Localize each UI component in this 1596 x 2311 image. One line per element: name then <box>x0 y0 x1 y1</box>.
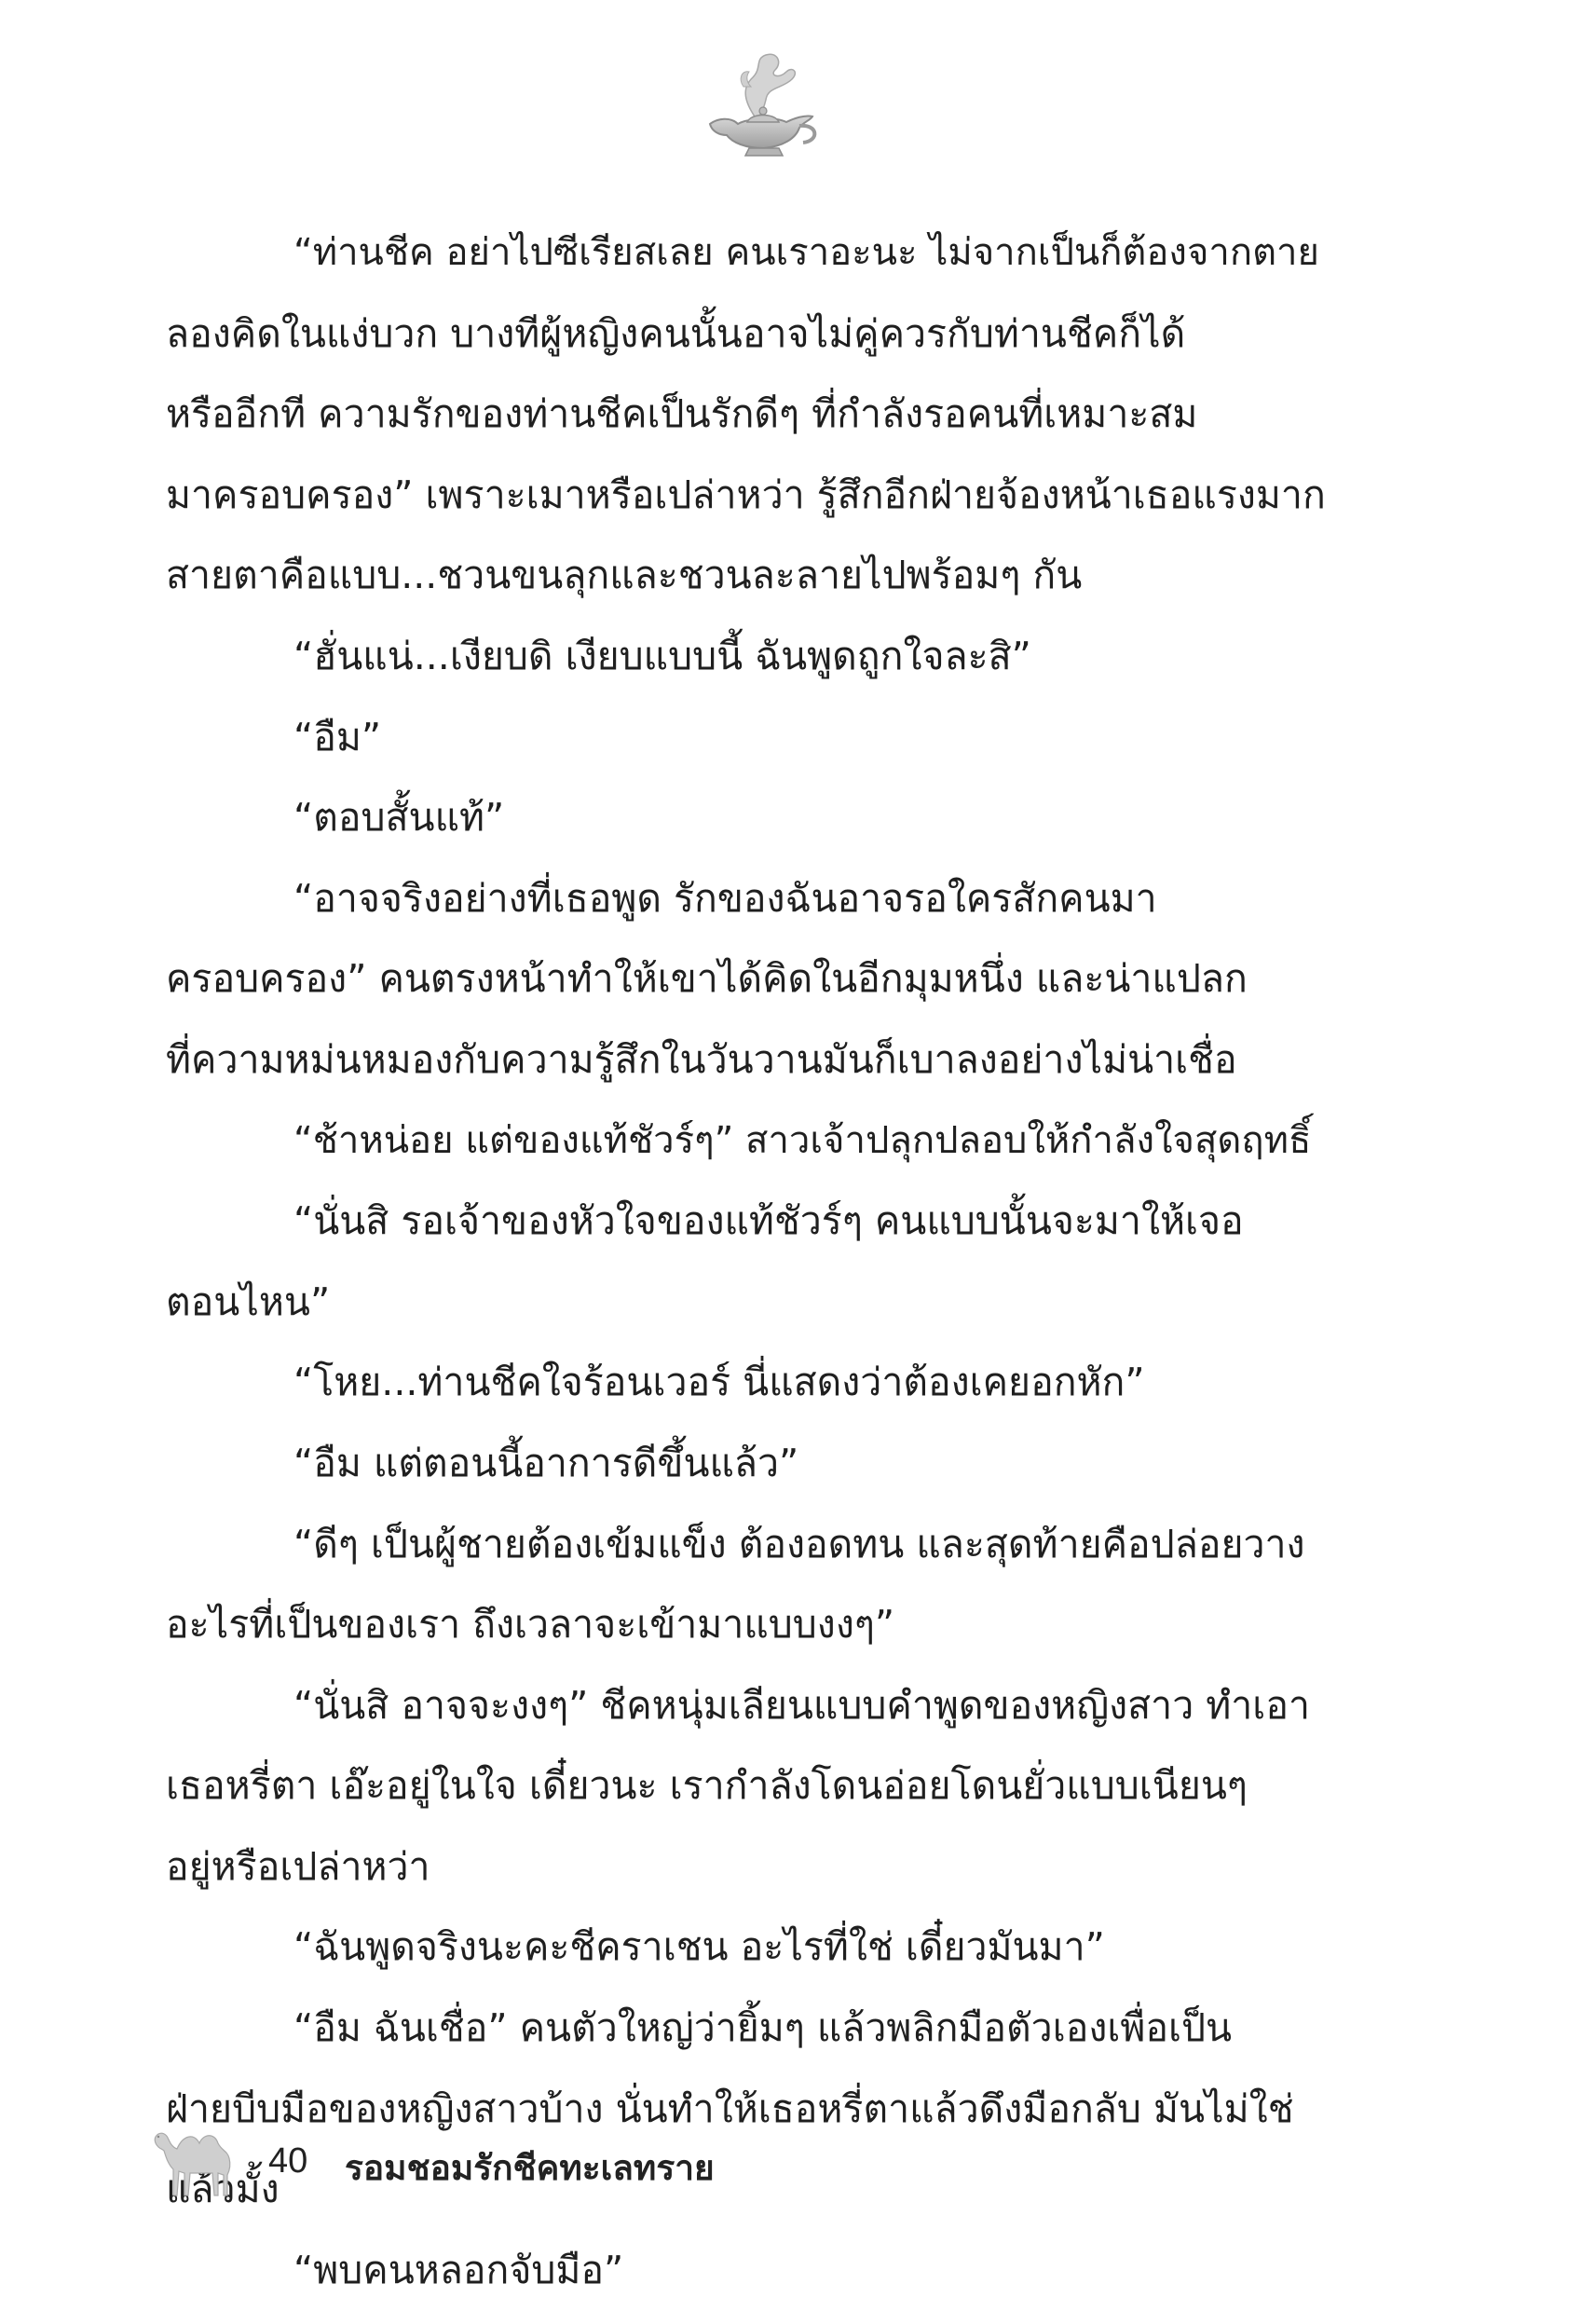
body-line: “พบคนหลอกจับมือ” <box>293 2247 624 2292</box>
body-line: หรืออีกที ความรักของท่านชีคเป็นรักดีๆ ที่กำลังรอคนที่เหมาะสม <box>166 391 1198 437</box>
page-number: 40 <box>268 2141 308 2181</box>
body-line: “อาจจริงอย่างที่เธอพูด รักของฉันอาจรอใครสักคนมา <box>293 875 1157 921</box>
body-line: “ท่านชีค อย่าไปซีเรียสเลย คนเราอะนะ ไม่จากเป็นก็ต้องจากตาย <box>293 231 1319 274</box>
body-line: “นั่นสิ รอเจ้าของหัวใจของแท้ชัวร์ๆ คนแบบนั้นจะมาให้เจอ <box>293 1198 1244 1244</box>
book-title: รอมชอมรักชีคทะเลทราย <box>345 2148 715 2188</box>
body-line: “ดีๆ เป็นผู้ชายต้องเข้มแข็ง ต้องอดทน และสุดท้ายคือปล่อยวาง <box>293 1521 1305 1566</box>
genie-lamp-icon <box>689 51 829 163</box>
body-line: ลองคิดในแง่บวก บางทีผู้หญิงคนนั้นอาจไม่คู่ควรกับท่านชีคก็ได้ <box>166 310 1186 356</box>
body-line: “อืม ฉันเชื่อ” คนตัวใหญ่ว่ายิ้มๆ แล้วพลิกมือตัวเองเพื่อเป็น <box>293 2005 1233 2051</box>
body-line: สายตาคือแบบ...ชวนขนลุกและชวนละลายไปพร้อมๆ กัน <box>166 553 1083 598</box>
body-line: “ตอบสั้นแท้” <box>293 795 505 841</box>
body-line: อะไรที่เป็นของเรา ถึงเวลาจะเข้ามาแบบงงๆ” <box>166 1602 895 1648</box>
body-line: อยู่หรือเปล่าหว่า <box>166 1843 430 1889</box>
body-line: แล้วมั้ง <box>166 2167 280 2212</box>
page-footer <box>149 2115 988 2199</box>
camel-icon <box>149 2115 242 2199</box>
body-line: มาครอบครอง” เพราะเมาหรือเปล่าหว่า รู้สึกอีกฝ่ายจ้องหน้าเธอแรงมาก <box>166 472 1326 517</box>
body-line: “ฉันพูดจริงนะคะชีคราเชน อะไรที่ใช่ เดี๋ยวมันมา” <box>293 1924 1105 1970</box>
body-line: ตอนไหน” <box>166 1279 331 1324</box>
body-line: เธอหรี่ตา เอ๊ะอยู่ในใจ เดี๋ยวนะ เรากำลังโดนอ่อยโดนยั่วแบบเนียนๆ <box>166 1763 1248 1809</box>
body-line: “อืม แต่ตอนนี้อาการดีขึ้นแล้ว” <box>293 1440 799 1485</box>
chapter-body <box>166 212 1326 2310</box>
body-line: “ฮั่นแน่...เงียบดิ เงียบแบบนี้ ฉันพูดถูกใจละสิ” <box>293 633 1031 678</box>
body-line: “นั่นสิ อาจจะงงๆ” ชีคหนุ่มเลียนแบบคำพูดของหญิงสาว ทำเอา <box>293 1682 1310 1728</box>
body-line: ที่ความหม่นหมองกับความรู้สึกในวันวานมันก็เบาลงอย่างไม่น่าเชื่อ <box>166 1036 1237 1082</box>
body-line: “ช้าหน่อย แต่ของแท้ชัวร์ๆ” สาวเจ้าปลุกปลอบให้กำลังใจสุดฤทธิ์ <box>293 1118 1312 1162</box>
body-line: “อืม” <box>293 714 382 759</box>
body-line: ครอบครอง” คนตรงหน้าทำให้เขาได้คิดในอีกมุมหนึ่ง และน่าแปลก <box>166 956 1248 1002</box>
body-line: ฝ่ายบีบมือของหญิงสาวบ้าง นั่นทำให้เธอหรี่ตาแล้วดึงมือกลับ มันไม่ใช่ <box>166 2085 1294 2131</box>
body-line: “โหย...ท่านชีคใจร้อนเวอร์ นี่แสดงว่าต้องเคยอกหัก” <box>293 1360 1145 1405</box>
